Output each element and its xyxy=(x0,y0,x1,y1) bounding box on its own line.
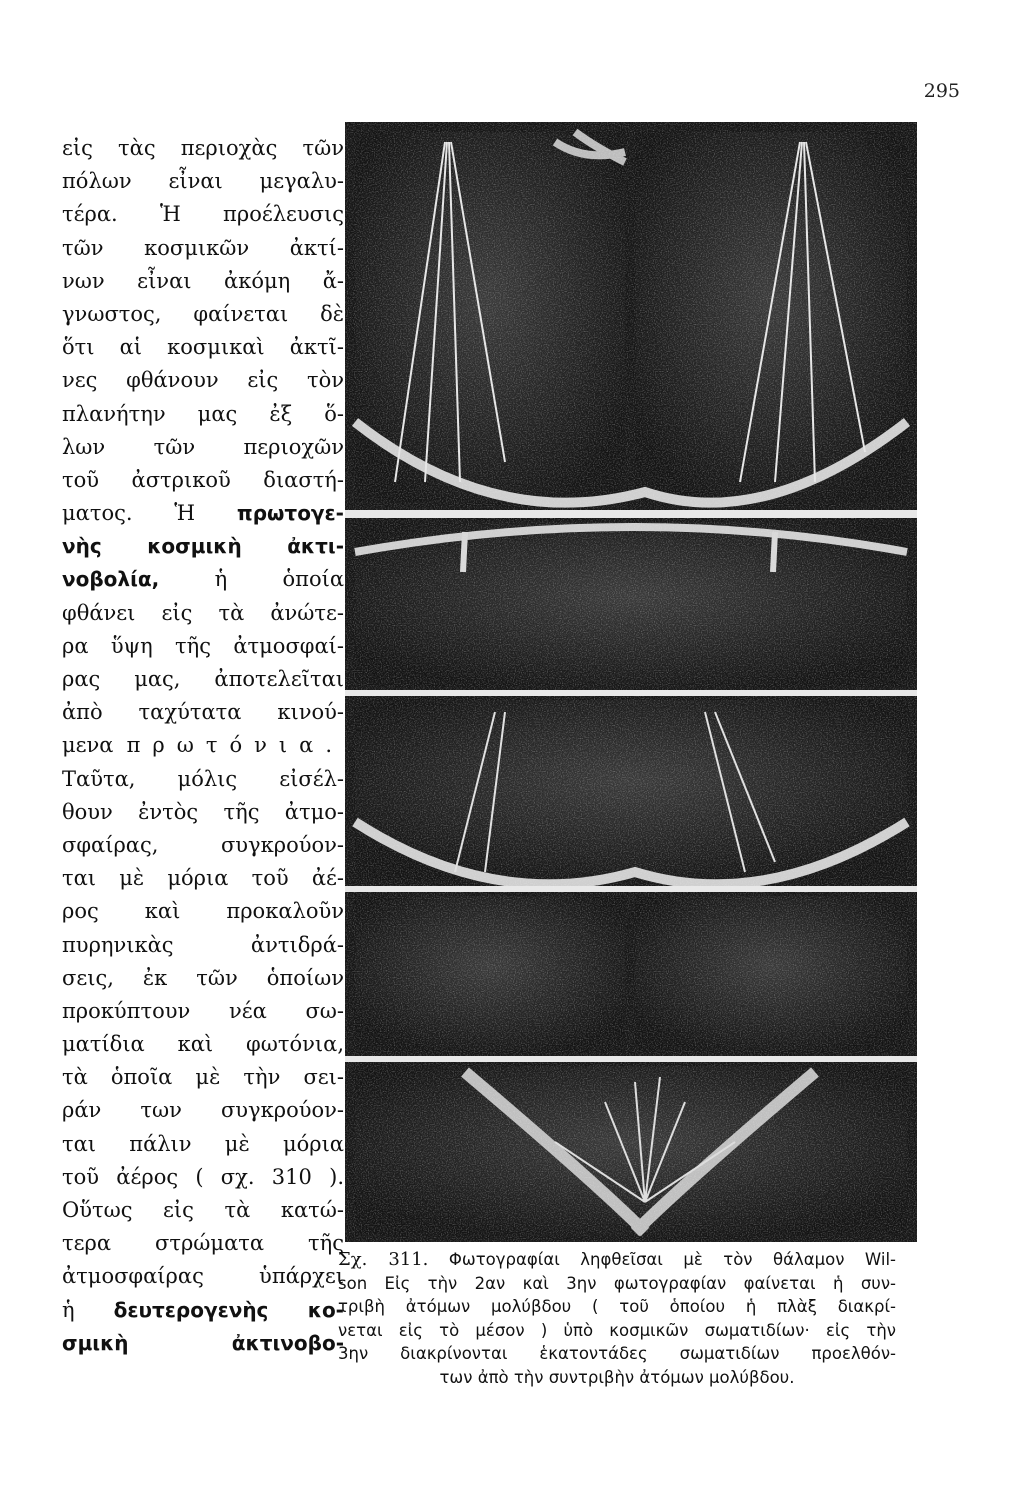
text-line: τοῦ ἀστρικοῦ διαστή- xyxy=(62,467,344,492)
body-text-column xyxy=(62,132,344,1360)
caption-line: των ἀπὸ τὴν συντριβὴν ἀτόμων μολύβδου. xyxy=(439,1367,795,1387)
text-line xyxy=(62,729,344,762)
text-fragment: ματος. Ἡ xyxy=(62,501,237,526)
text-line: νων εἶναι ἀκόμη ἄ- xyxy=(62,268,344,293)
text-line: τὰ ὁποῖα μὲ τὴν σει- xyxy=(62,1065,344,1090)
text-line: τέρα. Ἡ προέλευσις xyxy=(62,202,344,227)
caption-line: 3ην διακρίνονται ἑκατοντάδες σωματιδίων προελθόν- xyxy=(338,1344,896,1363)
text-line: ἀτμοσφαίρας ὑπάρχει xyxy=(62,1264,344,1289)
wilson-chamber-photographs xyxy=(345,122,917,1242)
text-line: ματίδια καὶ φωτόνια, xyxy=(62,1032,344,1057)
text-fragment: ἡ xyxy=(62,1297,114,1322)
text-line xyxy=(62,1327,344,1360)
text-line xyxy=(62,497,344,530)
bold-term: σμικὴ ἀκτινοβο- xyxy=(62,1330,344,1355)
text-line: ρα ὕψη τῆς ἀτμοσφαί- xyxy=(62,633,344,658)
spaced-term: πρωτόνια. xyxy=(126,733,344,758)
caption-line: νεται εἰς τὸ μέσον ) ὑπὸ κοσμικῶν σωματιδίων· εἰς τὴν xyxy=(338,1320,896,1340)
text-line: φθάνει εἰς τὰ ἀνώτε- xyxy=(62,600,344,625)
figure-caption xyxy=(338,1248,896,1389)
text-line: τῶν κοσμικῶν ἀκτί- xyxy=(62,235,344,260)
text-line: πυρηνικὰς ἀντιδρά- xyxy=(62,932,344,957)
text-line: θουν ἐντὸς τῆς ἀτμο- xyxy=(62,799,344,824)
text-line: νες φθάνουν εἰς τὸν xyxy=(62,368,344,393)
text-line: ὅτι αἱ κοσμικαὶ ἀκτῖ- xyxy=(62,335,344,360)
text-line: Οὕτως εἰς τὰ κατώ- xyxy=(62,1198,344,1222)
text-line: ρος καὶ προκαλοῦν xyxy=(62,899,344,924)
text-line: πλανήτην μας ἐξ ὅ- xyxy=(62,401,344,426)
caption-line: τριβὴ ἀτόμων μολύβδου ( τοῦ ὁποίου ἡ πλὰξ διακρί- xyxy=(338,1297,896,1316)
text-line: γνωστος, φαίνεται δὲ xyxy=(62,301,344,326)
page-number: 295 xyxy=(923,80,960,102)
text-line: ἀπὸ ταχύτατα κινού- xyxy=(62,700,344,725)
text-line: ται μὲ μόρια τοῦ ἀέ- xyxy=(62,866,344,891)
text-line xyxy=(62,530,344,563)
text-line: Ταῦτα, μόλις εἰσέλ- xyxy=(62,766,344,791)
text-fragment: ἡ ὁποία xyxy=(159,567,344,592)
text-line: τερα στρώματα τῆς xyxy=(62,1231,344,1256)
text-fragment: μενα xyxy=(62,733,127,758)
figure-illustration xyxy=(345,122,917,1242)
text-line xyxy=(62,1294,344,1327)
text-line: τοῦ ἀέρος ( σχ. 310 ). xyxy=(62,1164,344,1189)
bold-term: νοβολία, xyxy=(62,567,160,592)
text-line: προκύπτουν νέα σω- xyxy=(62,998,344,1023)
text-line: σεις, ἐκ τῶν ὁποίων xyxy=(62,965,344,990)
bold-term: νὴς κοσμικὴ ἀκτι- xyxy=(62,534,344,559)
caption-text: Φωτογραφίαι ληφθεῖσαι μὲ τὸν θάλαμον Wil- xyxy=(448,1250,897,1269)
caption-line xyxy=(338,1248,896,1272)
text-line: πόλων εἶναι μεγαλυ- xyxy=(62,169,344,194)
text-line: ρας μας, ἀποτελεῖται xyxy=(62,667,344,691)
bold-term: δευτερογενὴς κο- xyxy=(113,1297,344,1322)
text-line: ται πάλιν μὲ μόρια xyxy=(62,1131,344,1156)
text-line xyxy=(62,563,344,596)
bold-term: πρωτογε- xyxy=(236,501,344,526)
text-line: λων τῶν περιοχῶν xyxy=(62,434,344,459)
text-line: σφαίρας, συγκρούον- xyxy=(62,832,344,857)
caption-label: Σχ. 311. xyxy=(338,1249,429,1270)
text-line: εἰς τὰς περιοχὰς τῶν xyxy=(62,136,344,160)
caption-line: son Εἰς τὴν 2αν καὶ 3ην φωτογραφίαν φαίνεται ἡ συν- xyxy=(338,1273,896,1293)
text-line: ράν των συγκρούον- xyxy=(62,1098,344,1123)
